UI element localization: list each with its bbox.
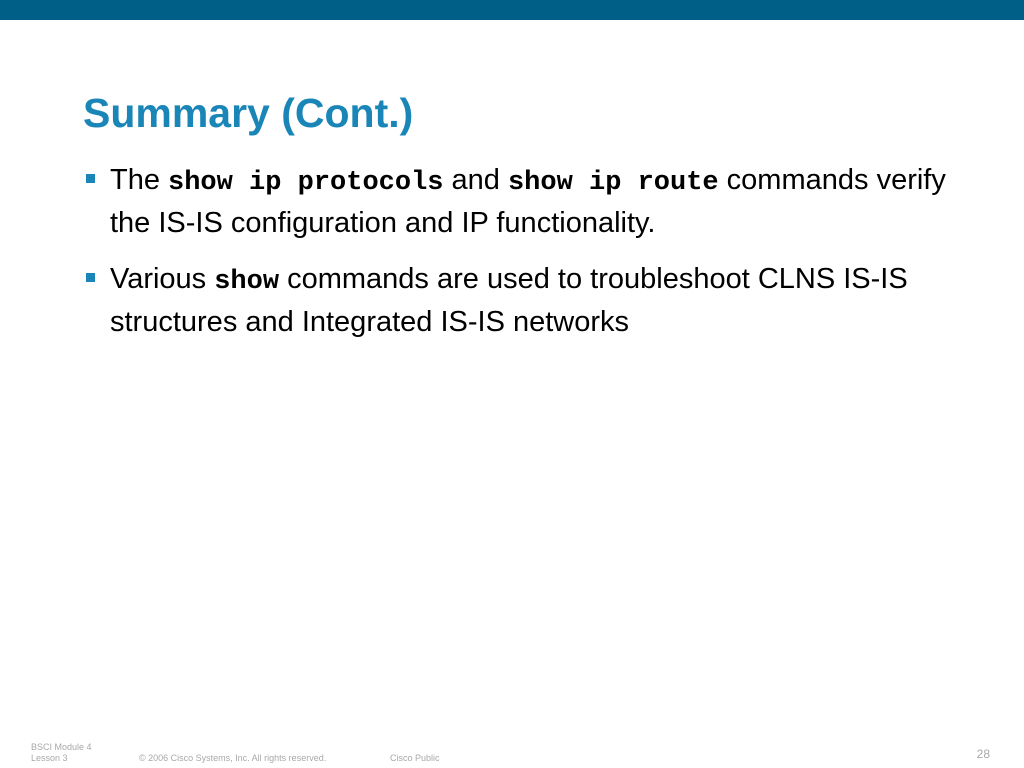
square-bullet-icon — [86, 174, 95, 183]
footer-lesson: Lesson 3 — [31, 753, 68, 763]
command-show-ip-protocols: show ip protocols — [168, 168, 444, 198]
footer-module: BSCI Module 4 — [31, 742, 92, 752]
command-show-ip-route: show ip route — [507, 168, 719, 198]
bullet-1-text-3: commands verify the IS-IS configuration and IP functionality. — [110, 164, 946, 239]
bullet-item-2 — [83, 259, 983, 342]
footer-copyright: © 2006 Cisco Systems, Inc. All rights reserved. — [139, 753, 327, 763]
bullet-1-text-1: The — [110, 164, 169, 196]
command-show: show — [214, 267, 280, 297]
footer-classification: Cisco Public — [390, 753, 440, 763]
top-banner-bar — [0, 0, 1024, 20]
bullet-item-1 — [83, 160, 983, 243]
bullet-2-text-1: Various — [110, 263, 215, 295]
page-number: 28 — [976, 747, 990, 761]
bullet-1-text-2: and — [443, 164, 508, 196]
slide-title: Summary (Cont.) — [83, 90, 414, 136]
bullet-2-text-2: commands are used to troubleshoot CLNS IS-IS structures and Integrated IS-IS networks — [110, 263, 908, 338]
square-bullet-icon — [86, 273, 95, 282]
bullet-list — [83, 160, 983, 358]
